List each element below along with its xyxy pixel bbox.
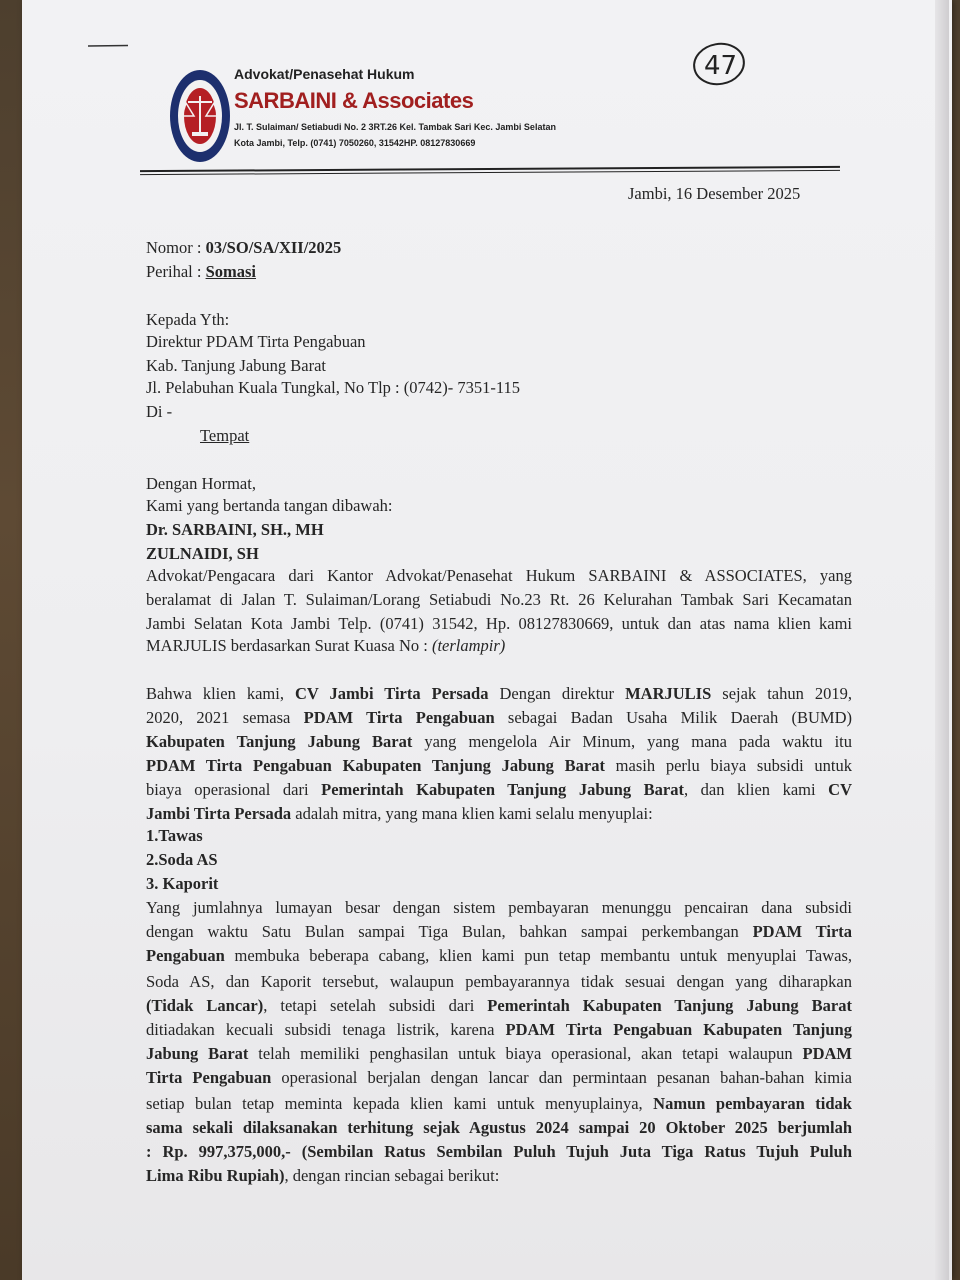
nomor-label: Nomor : — [146, 238, 206, 257]
text-run: , dan klien kami — [684, 780, 829, 799]
para2-line-7 — [146, 1044, 852, 1064]
text-run: membuka beberapa cabang, klien kami pun tetap membantu untuk menyuplai Tawas, — [224, 946, 852, 965]
para2-line-2 — [146, 922, 852, 942]
para2-line-1: Yang jumlahnya lumayan besar dengan sistem pembayaran menunggu pencairan dana subsidi — [146, 898, 852, 917]
supply-item-2: 2.Soda AS — [146, 850, 218, 869]
para1-line-5 — [146, 780, 852, 800]
para2-line-3 — [146, 946, 852, 966]
text-run-bold: MARJULIS — [625, 684, 712, 703]
salutation: Dengan Hormat, — [146, 474, 256, 493]
text-run-bold: (Tidak Lancar) — [146, 996, 264, 1015]
intro-line-2: beralamat di Jalan T. Sulaiman/Lorang Setiabudi No.23 Rt. 26 Kelurahan Tambak Sari Kecamatan — [146, 590, 852, 609]
text-run-bold: PDAM Tirta Pengabuan Kabupaten Tanjung — [505, 1020, 852, 1039]
text-run: sebagai Badan Usaha Milik Daerah (BUMD) — [494, 708, 853, 727]
text-run: adalah mitra, yang mana klien kami selalu menyuplai: — [291, 804, 653, 823]
text-run-bold: Pemerintah Kabupaten Tanjung Jabung Barat — [487, 996, 853, 1015]
text-run-bold: Jambi Tirta Persada — [146, 804, 292, 823]
recipient-di: Di - — [146, 402, 173, 421]
text-run-bold: PDAM Tirta — [752, 922, 853, 941]
letterhead-title: Advokat/Penasehat Hukum — [234, 66, 415, 82]
text-run-bold: Kabupaten Tanjung Jabung Barat — [146, 732, 413, 751]
recipient-line2: Kab. Tanjung Jabung Barat — [146, 356, 327, 375]
text-run-bold: Pemerintah Kabupaten Tanjung Jabung Barat — [321, 780, 684, 799]
text-run-bold: Jabung Barat — [146, 1044, 249, 1063]
text-run: biaya operasional dari — [146, 780, 322, 799]
nomor-value: 03/SO/SA/XII/2025 — [205, 238, 342, 257]
text-run-bold: Pengabuan — [146, 946, 225, 965]
para1-line-4 — [146, 756, 852, 776]
para1-line-1 — [146, 684, 852, 704]
para2-line-11: : Rp. 997,375,000,- (Sembilan Ratus Sembilan Puluh Tujuh Juta Tiga Ratus Tujuh Puluh — [146, 1142, 852, 1161]
handwritten-circled-number — [690, 38, 748, 90]
intro-line-1: Advokat/Pengacara dari Kantor Advokat/Penasehat Hukum SARBAINI & ASSOCIATES, yang — [146, 566, 852, 585]
recipient-line1: Direktur PDAM Tirta Pengabuan — [146, 332, 366, 351]
para1-line-2 — [146, 708, 852, 728]
para2-line-4: Soda AS, dan Kaporit tersebut, walaupun pembayarannya tidak sesuai dengan yang diharapkan — [146, 972, 852, 991]
text-run: Bahwa klien kami, — [146, 684, 295, 703]
letterhead-address-line2: Kota Jambi, Telp. (0741) 7050260, 31542HP. 08127830669 — [234, 138, 476, 148]
pen-stroke-mark — [88, 44, 128, 48]
nomor-line — [146, 238, 341, 258]
text-run: yang mengelola Air Minum, yang mana pada waktu itu — [412, 732, 852, 751]
text-run: masih perlu biaya subsidi untuk — [604, 756, 852, 775]
para2-line-8 — [146, 1068, 852, 1088]
text-run: , dengan rincian sebagai berikut: — [284, 1166, 500, 1185]
signed-intro: Kami yang bertanda tangan dibawah: — [146, 496, 393, 515]
scales-of-justice-logo-icon — [168, 66, 234, 166]
letter-date: Jambi, 16 Desember 2025 — [628, 184, 801, 203]
text-run-bold: Namun pembayaran tidak — [653, 1094, 852, 1113]
supply-item-3: 3. Kaporit — [146, 874, 219, 893]
text-run: operasional berjalan dengan lancar dan permintaan pesanan bahan-bahan kimia — [271, 1068, 852, 1087]
para2-line-6 — [146, 1020, 852, 1040]
text-run: , tetapi setelah subsidi dari — [263, 996, 488, 1015]
text-run-bold: PDAM Tirta Pengabuan — [303, 708, 495, 727]
para1-line-6 — [146, 804, 653, 824]
page-stack-edge — [935, 0, 949, 1280]
handwritten-number-text: 47 — [704, 51, 738, 81]
text-run: ditiadakan kecuali subsidi tenaga listrik, karena — [146, 1020, 506, 1039]
para1-line-3 — [146, 732, 852, 752]
letterhead-address-line1: Jl. T. Sulaiman/ Setiabudi No. 2 3RT.26 Kel. Tambak Sari Kec. Jambi Selatan — [234, 122, 556, 132]
text-run: 2020, 2021 semasa — [146, 708, 304, 727]
text-run-bold: CV — [828, 780, 852, 799]
intro-line-4 — [146, 636, 505, 656]
para2-line-9 — [146, 1094, 852, 1114]
para2-line-5 — [146, 996, 852, 1016]
perihal-line — [146, 262, 256, 282]
text-run: dengan waktu Satu Bulan sampai Tiga Bulan, bahkan sampai perkembangan — [146, 922, 753, 941]
signatory-2: ZULNAIDI, SH — [146, 544, 259, 563]
recipient-tempat: Tempat — [200, 426, 250, 445]
recipient-kepada: Kepada Yth: — [146, 310, 230, 329]
text-run-bold: CV Jambi Tirta Persada — [294, 684, 489, 703]
intro-terlampir: (terlampir) — [431, 636, 506, 655]
para2-line-10: sama sekali dilaksanakan terhitung sejak Agustus 2024 sampai 20 Oktober 2025 berjumlah — [146, 1118, 852, 1137]
letterhead-firm-name: SARBAINI & Associates — [234, 88, 474, 113]
signatory-1: Dr. SARBAINI, SH., MH — [146, 520, 324, 539]
supply-item-1: 1.Tawas — [146, 826, 203, 845]
text-run: Dengan direktur — [488, 684, 626, 703]
perihal-value: Somasi — [205, 262, 257, 281]
text-run-bold: PDAM — [802, 1044, 852, 1063]
text-run-bold: PDAM Tirta Pengabuan Kabupaten Tanjung Jabung Barat — [146, 756, 605, 775]
text-run-bold: Tirta Pengabuan — [146, 1068, 272, 1087]
recipient-line3: Jl. Pelabuhan Kuala Tungkal, No Tlp : (0742)- 7351-115 — [146, 378, 520, 397]
intro-line-3: Jambi Selatan Kota Jambi Telp. (0741) 31542, Hp. 08127830669, untuk dan atas nama klien kami — [146, 614, 852, 633]
text-run: setiap bulan tetap meminta kepada klien kami untuk menyuplainya, — [146, 1094, 654, 1113]
text-run-bold: Lima Ribu Rupiah) — [146, 1166, 285, 1185]
perihal-label: Perihal : — [146, 262, 206, 281]
para2-line-12 — [146, 1166, 499, 1186]
letterhead — [168, 58, 688, 168]
text-run: sejak tahun 2019, — [711, 684, 853, 703]
intro-line-4-text: MARJULIS berdasarkan Surat Kuasa No : — [146, 636, 432, 655]
text-run: telah memiliki penghasilan untuk biaya operasional, akan tetapi walaupun — [248, 1044, 803, 1063]
